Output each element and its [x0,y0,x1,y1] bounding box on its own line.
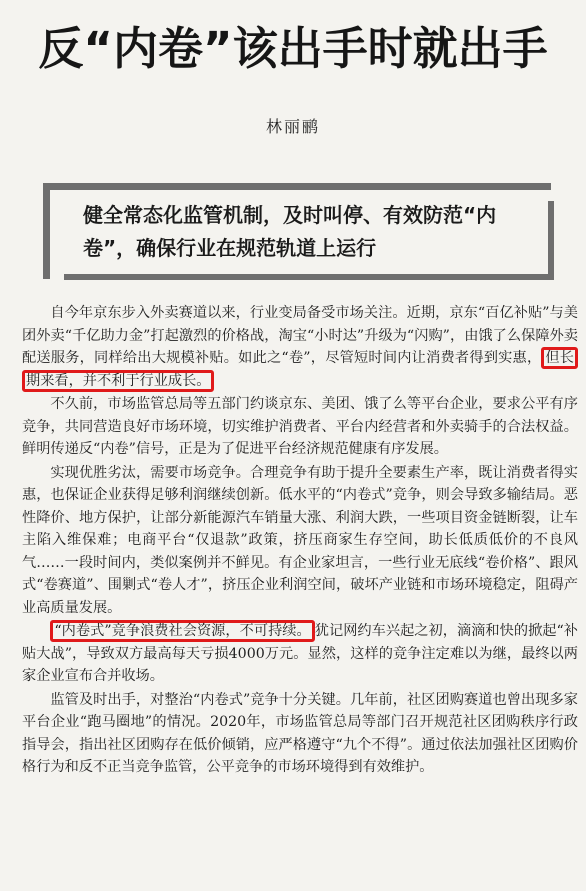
paragraph-text: 自今年京东步入外卖赛道以来，行业变局备受市场关注。近期，京东“百亿补贴”与美团外卖“千亿助力金”打起激烈的价格战，淘宝“小时达”升级为“闪购”，由饿了么保障外卖配送服务，同样给出大规模补贴。如此之“卷”，尽管短时间内让消费者得到实惠， [22,305,578,366]
article-author: 林丽鹂 [265,117,320,136]
highlighted-sentence: “内卷式”竞争浪费社会资源，不可持续。 [50,620,314,642]
highlighted-sentence: 但长期来看，并不利于行业成长。 [22,347,578,392]
paragraph-text: 实现优胜劣汰，需要市场竞争。合理竞争有助于提升全要素生产率，既让消费者得实惠，也保证企业获得足够利润继续创新。低水平的“内卷式”竞争，则会导致多输结局。恶性降价、地方保护，让部分新能源汽车销量大涨、利润大跌，一些项目资金链断裂，让车主陷入维保难；电商平台“仅退款”政策，挤压商家生存空间，助长低质低价的不良风气……一段时间内，类似案例并不鲜见。有企业家坦言，一些行业无底线“卷价格”、跟风式“卷赛道”、围剿式“卷人才”，挤压企业利润空间，破坏产业链和市场环境稳定，阻碍产业高质量发展。 [22,464,578,616]
lead-frame-shadow-right [548,201,554,280]
lead-text: 健全常态化监管机制，及时叫停、有效防范“内卷”，确保行业在规范轨道上运行 [83,203,497,260]
paragraph-text: 监管及时出手，对整治“内卷式”竞争十分关键。几年前，社区团购赛道也曾出现多家平台企业“跑马圈地”的情况。2020年，市场监管总局等部门召开规范社区团购秩序行政指导会，指出社区团购存在低价倾销，应严格遵守“九个不得”。通过依法加强社区团购价格行为和反不正当竞争监管，公平竞争的市场环境得到有效维护。 [22,691,578,775]
paragraph-5 [22,689,578,779]
lead-frame-shadow-bottom [64,274,554,280]
paragraph-4 [22,620,578,688]
paragraph-3 [22,462,578,620]
paragraph-text: 不久前，市场监管总局等五部门约谈京东、美团、饿了么等平台企业，要求公平有序竞争，共同营造良好市场环境，切实维护消费者、平台内经营者和外卖骑手的合法权益。鲜明传递反“内卷”信号，正是为了促进平台经济规范健康有序发展。 [22,396,578,457]
article-title: 反“内卷”该出手时就出手 [38,22,548,75]
article-body [22,302,578,780]
paragraph-text: 犹记网约车兴起之初，滴滴和快的掀起“补贴大战”，导致双方最高每天亏损4000万元。显然，这样的竞争注定难以为继，最终以两家企业宣布合并收场。 [22,623,578,684]
paragraph-1 [22,302,578,392]
paragraph-2 [22,393,578,461]
